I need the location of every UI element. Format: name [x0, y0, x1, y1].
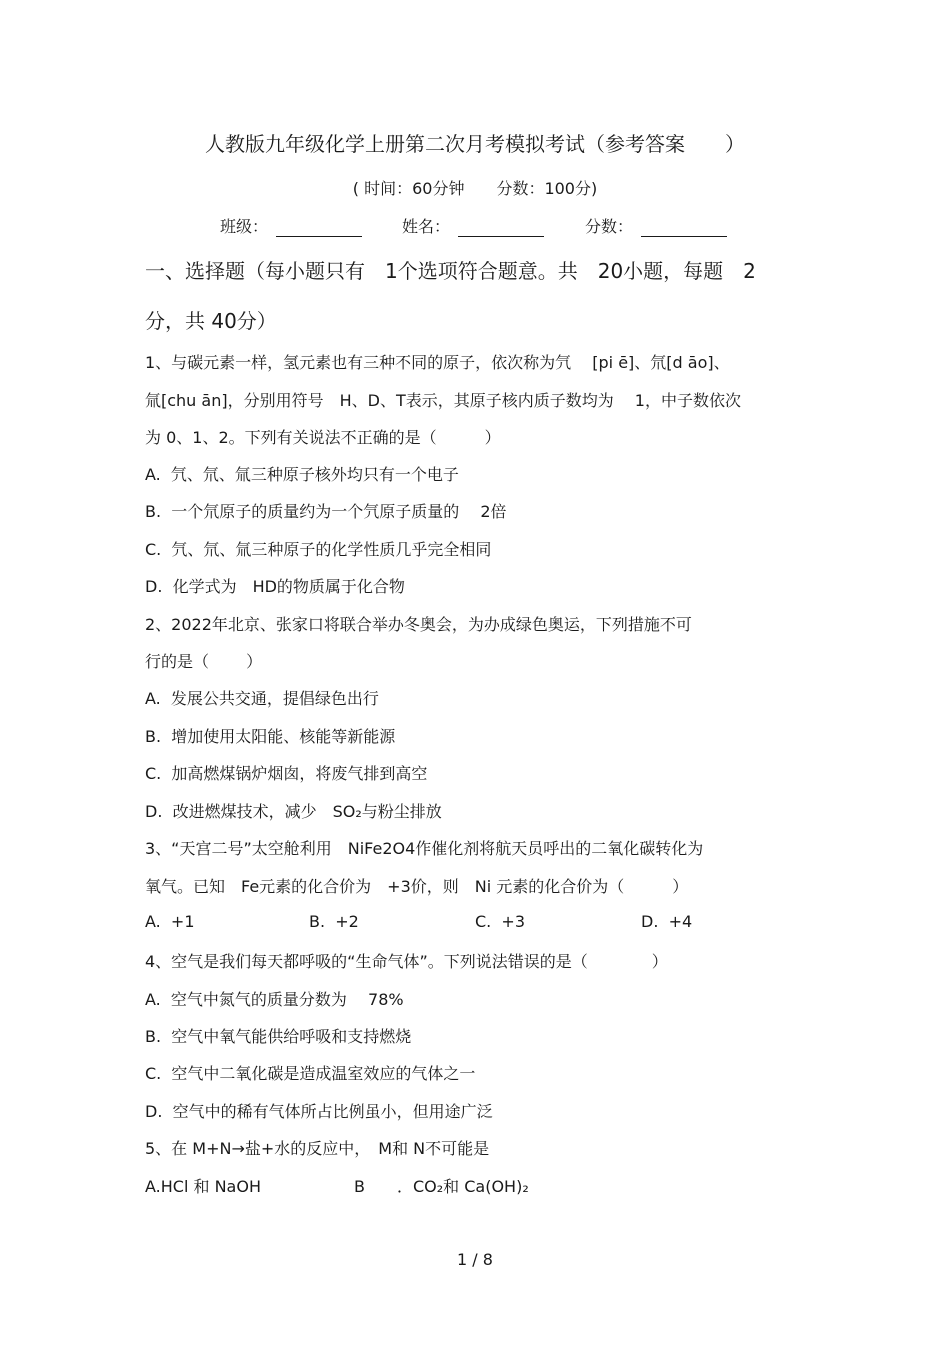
page-number: 1 / 8 — [457, 1250, 493, 1269]
q3-stem-line2: 氧气。已知 Fe元素的化合价为 +3价，则 Ni 元素的化合价为（ ） — [145, 877, 689, 896]
page-title: 人教版九年级化学上册第二次月考模拟考试（参考答案 ） — [205, 132, 745, 156]
q4-option-d: D. 空气中的稀有气体所占比例虽小，但用途广泛 — [145, 1102, 493, 1121]
q1-option-c: C. 氕、氘、氚三种原子的化学性质几乎完全相同 — [145, 540, 492, 559]
q5-stem-line1: 5、在 M+N→盐+水的反应中， M和 N不可能是 — [145, 1139, 490, 1158]
q1-stem-line1: 1、与碳元素一样，氢元素也有三种不同的原子，依次称为氕 [pi ē]、氘[d āo]、 — [145, 353, 730, 372]
score-label: 分数： — [585, 217, 634, 236]
q3-option-b: B. +2 — [309, 912, 359, 931]
q4-option-c: C. 空气中二氧化碳是造成温室效应的气体之一 — [145, 1064, 476, 1083]
q5-option-b: B ．CO₂和 Ca(OH)₂ — [354, 1177, 529, 1196]
q2-option-a: A. 发展公共交通，提倡绿色出行 — [145, 689, 379, 708]
class-blank — [276, 218, 362, 237]
q4-stem-line1: 4、空气是我们每天都呼吸的“生命气体”。下列说法错误的是（ ） — [145, 952, 668, 971]
class-label: 班级： — [220, 217, 269, 236]
section-heading-line1: 一、选择题（每小题只有 1个选项符合题意。共 20小题，每题 2 — [145, 259, 756, 283]
q4-option-a: A. 空气中氮气的质量分数为 78% — [145, 990, 404, 1009]
q1-option-a: A. 氕、氘、氚三种原子核外均只有一个电子 — [145, 465, 459, 484]
q1-option-d: D. 化学式为 HD的物质属于化合物 — [145, 577, 405, 596]
q1-option-b: B. 一个氘原子的质量约为一个氕原子质量的 2倍 — [145, 502, 507, 521]
section-heading-line2: 分，共 40分） — [145, 309, 277, 333]
q2-option-d: D. 改进燃煤技术，减少 SO₂与粉尘排放 — [145, 802, 442, 821]
name-label: 姓名： — [402, 217, 451, 236]
q1-stem-line2: 氚[chu ān]，分别用符号 H、D、T表示，其原子核内质子数均为 1，中子数依次 — [145, 391, 741, 410]
q5-option-a: A.HCl 和 NaOH — [145, 1177, 261, 1196]
q3-option-c: C. +3 — [475, 912, 526, 931]
q2-option-c: C. 加高燃煤锅炉烟囱，将废气排到高空 — [145, 764, 428, 783]
exam-meta: ( 时间：60分钟 分数：100分) — [352, 179, 598, 198]
q3-stem-line1: 3、“天宫二号”太空舱利用 NiFe2O4作催化剂将航天员呼出的二氧化碳转化为 — [145, 839, 704, 858]
q4-option-b: B. 空气中氧气能供给呼吸和支持燃烧 — [145, 1027, 412, 1046]
name-field — [402, 214, 544, 237]
class-field — [220, 214, 362, 237]
q3-option-a: A. +1 — [145, 912, 195, 931]
q2-stem-line2: 行的是（ ） — [145, 652, 263, 671]
name-blank — [458, 218, 544, 237]
score-blank — [641, 218, 727, 237]
q2-option-b: B. 增加使用太阳能、核能等新能源 — [145, 727, 396, 746]
q1-stem-line3: 为 0、1、2。下列有关说法不正确的是（ ） — [145, 428, 501, 447]
score-field — [585, 214, 727, 237]
q3-option-d: D. +4 — [641, 912, 693, 931]
q2-stem-line1: 2、2022年北京、张家口将联合举办冬奥会，为办成绿色奥运，下列措施不可 — [145, 615, 692, 634]
